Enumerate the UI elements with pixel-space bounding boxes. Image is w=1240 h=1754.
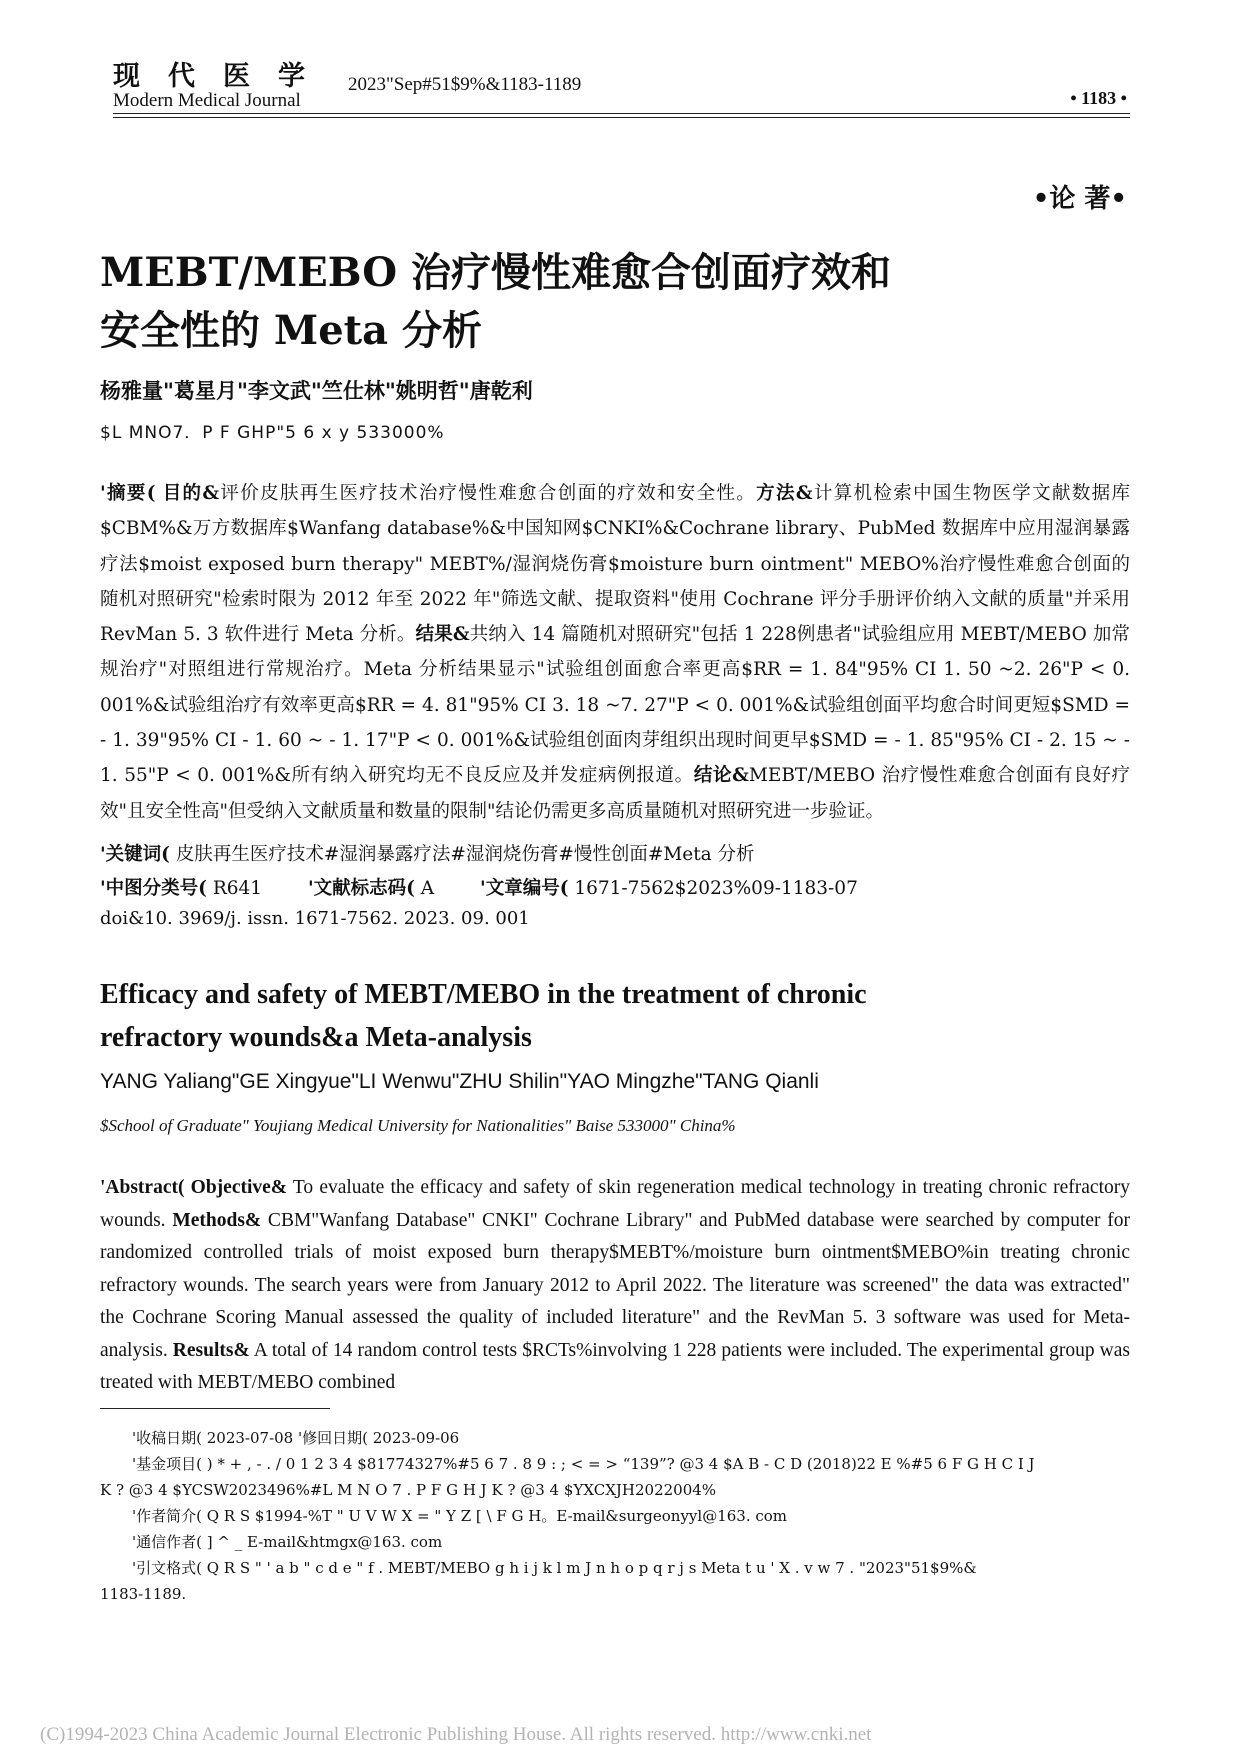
- authors-cn: 杨雅量"葛星月"李文武"竺仕林"姚明哲"唐乾利: [100, 378, 533, 403]
- footnote-fund-2: K ? @3 4 $YCSW2023496%#L M N O 7 . P F G H J K ? @3 4 $YXCXJH2022004%: [100, 1481, 717, 1499]
- abstract-cn-objective: 评价皮肤再生医疗技术治疗慢性难愈合创面的疗效和安全性。: [219, 483, 757, 504]
- header-rule-top: [113, 113, 1130, 114]
- abstract-en-methods: CBM"Wanfang Database" CNKI" Cochrane Library" and PubMed database were searched by computer for randomized controlled trials of moist exposed burn therapy$MEBT%/moisture burn ointment$MEBO%in treating chronic refractory wounds. The search years were from January 2012 to April 2022. The literature was screened" the data was extracted" the Cochrane Scoring Manual assessed the quality of included literature" and the RevMan 5. 3 software was used for Meta-analysis.: [100, 1209, 1131, 1361]
- header-rule-bottom: [113, 117, 1130, 118]
- title-cn-line-1: MEBT/MEBO 治疗慢性难愈合创面疗效和: [100, 249, 892, 296]
- footnote-citation-2: 1183-1189.: [100, 1585, 187, 1603]
- title-cn: [100, 244, 1140, 360]
- abstract-en-methods-label: Methods&: [172, 1209, 262, 1231]
- footnote-author-intro: '作者简介( Q R S $1994-%T " U V W X = " Y Z [ \ F G H。E-mail&surgeonyyl@163. com: [132, 1507, 788, 1525]
- abstract-en-label: 'Abstract(: [100, 1177, 185, 1198]
- footnote-citation-1: '引文格式( Q R S " ' a b " c d e " f . MEBT/MEBO g h i j k l m J n h o p q r j s Meta t u ' X . v w 7 . "2023"51$9%&: [132, 1559, 977, 1577]
- authors-en: YANG Yaliang"GE Xingyue"LI Wenwu"ZHU Shilin"YAO Mingzhe"TANG Qianli: [100, 1070, 819, 1093]
- footnote-corresponding: '通信作者( ] ^ _ E-mail&htmgx@163. com: [132, 1533, 443, 1551]
- abstract-en-results: A total of 14 random control tests $RCTs%involving 1 228 patients were included. The experimental group was treated with MEBT/MEBO combined: [100, 1339, 1131, 1393]
- affiliation-en: $School of Graduate" Youjiang Medical University for Nationalities" Baise 533000" China%: [100, 1116, 736, 1135]
- affiliation-cn: $L MNO7．P F GHP"5 6 x y 533000%: [100, 423, 445, 443]
- abstract-en-objective-label: Objective&: [190, 1177, 288, 1198]
- doc-code-value: A: [420, 878, 435, 899]
- abstract-cn-methods: 计算机检索中国生物医学文献数据库$CBM%&万方数据库$Wanfang database%&中国知网$CNKI%&Cochrane library、PubMed 数据库中应用湿润暴露疗法$moist exposed burn therapy" MEBT%/湿润烧伤膏$moisture burn ointment" MEBO%治疗慢性难愈合创面的随机对照研究"检索时限为 2012 年至 2022 年"筛选文献、提取资料"使用 Cochrane 评分手册评价纳入文献的质量"并采用 RevMan 5. 3 软件进行 Meta 分析。: [100, 483, 1130, 646]
- footnote-rule: [100, 1408, 330, 1409]
- article-number-value: 1671-7562$2023%09-1183-07: [574, 878, 858, 899]
- page-number: • 1183 •: [1070, 88, 1127, 108]
- abstract-cn-objective-label: 目的&: [162, 483, 220, 504]
- title-en: [100, 973, 1130, 1059]
- copyright-watermark: (C)1994-2023 China Academic Journal Electronic Publishing House. All rights reserved. http://www.cnki.net: [40, 1724, 872, 1745]
- journal-name-en: Modern Medical Journal: [113, 90, 301, 111]
- abstract-cn-label: '摘要(: [100, 483, 156, 504]
- journal-name-cn: 现代医学: [113, 61, 333, 92]
- keywords-label: '关键词(: [100, 844, 170, 865]
- keywords-cn: [100, 838, 1130, 872]
- abstract-cn-results-label: 结果&: [415, 624, 470, 646]
- section-tag: •论 著•: [1032, 184, 1127, 214]
- abstract-en: [100, 1172, 1130, 1400]
- article-number-label: '文章编号(: [480, 878, 569, 899]
- clc-label: '中图分类号(: [100, 878, 207, 899]
- clc-value: R641: [212, 878, 263, 899]
- volume-info: 2023"Sep#51$9%&1183-1189: [348, 74, 582, 95]
- abstract-cn-results: 共纳入 14 篇随机对照研究"包括 1 228例患者"试验组应用 MEBT/MEBO 加常规治疗"对照组进行常规治疗。Meta 分析结果显示"试验组创面愈合率更高$RR = 1. 84"95% CI 1. 50 ~2. 26"P < 0. 001%&试验组治疗有效率更高$RR = 4. 81"95% CI 3. 18 ~7. 27"P < 0. 001%&试验组创面平均愈合时间更短$SMD = - 1. 39"95% CI - 1. 60 ~ - 1. 17"P < 0. 001%&试验组创面肉芽组织出现时间更早$SMD = - 1. 85"95% CI - 2. 15 ~ - 1. 55"P < 0. 001%&所有纳入研究均无不良反应及并发症病例报道。: [100, 624, 1130, 787]
- title-cn-line-2: 安全性的 Meta 分析: [100, 307, 482, 354]
- classification-row: [100, 872, 1130, 906]
- title-en-line-2: refractory wounds&a Meta-analysis: [100, 1022, 532, 1053]
- abstract-en-objective: To evaluate the efficacy and safety of skin regeneration medical technology in treating chronic refractory wounds.: [100, 1177, 1130, 1231]
- title-en-line-1: Efficacy and safety of MEBT/MEBO in the treatment of chronic: [100, 979, 867, 1010]
- abstract-cn-conclusion: MEBT/MEBO 治疗慢性难愈合创面有良好疗效"且安全性高"但受纳入文献质量和数量的限制"结论仍需更多高质量随机对照研究进一步验证。: [100, 765, 1130, 822]
- abstract-cn-methods-label: 方法&: [756, 483, 813, 504]
- doi: doi&10. 3969/j. issn. 1671-7562. 2023. 09. 001: [100, 908, 530, 929]
- footnote-fund-1: '基金项目( ) * + , - . / 0 1 2 3 4 $81774327%#5 6 7 . 8 9 : ; < = > “139”? @3 4 $A B - C D (2018)22 E %#5 6 F G H C I J: [132, 1455, 1035, 1473]
- doc-code-label: '文献标志码(: [307, 878, 415, 899]
- footnotes: [100, 1425, 1130, 1607]
- abstract-cn-conclusion-label: 结论&: [693, 765, 749, 787]
- keywords-text: 皮肤再生医疗技术#湿润暴露疗法#湿润烧伤膏#慢性创面#Meta 分析: [175, 844, 755, 865]
- abstract-en-results-label: Results&: [172, 1339, 250, 1361]
- abstract-cn: [100, 476, 1130, 829]
- footnote-dates: '收稿日期( 2023-07-08 '修回日期( 2023-09-06: [132, 1429, 460, 1447]
